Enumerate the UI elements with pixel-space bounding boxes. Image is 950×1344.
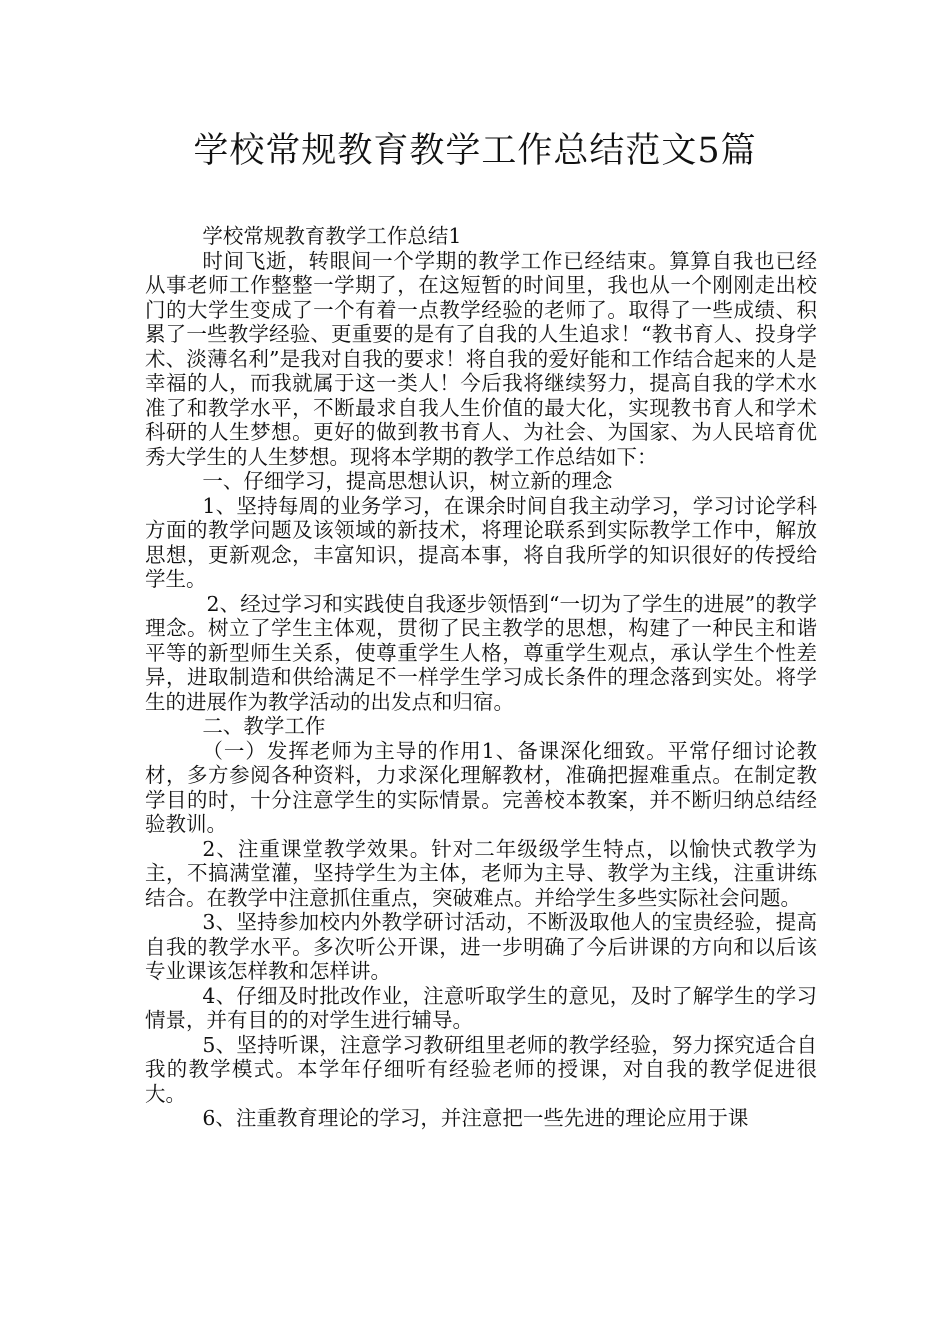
section-heading: 二、教学工作 (202, 714, 326, 738)
paragraph: 2、经过学习和实践使自我逐步领悟到“一切为了学生的进展”的教学理念。树立了学生主体观，贯彻了民主教学的思想，构建了一种民主和谐平等的新型师生关系，使尊重学生人格，尊重学生观点，承认学生个性差异，进取制造和供给满足不一样学生学习成长条件的理念落到实处。将学生的进展作为教学活动的出发点和归宿。 (145, 591, 817, 714)
paragraph: 2、注重课堂教学效果。针对二年级级学生特点，以愉快式教学为主，不搞满堂灌，坚持学生为主体，老师为主导、教学为主线，注重讲练结合。在教学中注意抓住重点，突破难点。并给学生多些实际社会问题。 (145, 836, 817, 910)
document-title: 学校常规教育教学工作总结范文5篇 (193, 131, 757, 171)
section-heading: 学校常规教育教学工作总结1 (202, 224, 462, 248)
paragraph: （一）发挥老师为主导的作用1、备课深化细致。平常仔细讨论教材，多方参阅各种资料，力求深化理解教材，准确把握难重点。在制定教学目的时，十分注意学生的实际情景。完善校本教案，并不断归纳总结经验教训。 (145, 738, 817, 836)
paragraph: 5、坚持听课，注意学习教研组里老师的教学经验，努力探究适合自我的教学模式。本学年仔细听有经验老师的授课，对自我的教学促进很大。 (145, 1032, 817, 1106)
paragraph: 4、仔细及时批改作业，注意听取学生的意见，及时了解学生的学习情景，并有目的的对学生进行辅导。 (145, 983, 817, 1032)
paragraph: 6、注重教育理论的学习，并注意把一些先进的理论应用于课 (202, 1106, 749, 1130)
paragraph: 3、坚持参加校内外教学研讨活动，不断汲取他人的宝贵经验，提高自我的教学水平。多次听公开课，进一步明确了今后讲课的方向和以后该专业课该怎样教和怎样讲。 (145, 910, 817, 983)
document-body (145, 224, 817, 1131)
paragraph: 1、坚持每周的业务学习，在课余时间自我主动学习，学习讨论学科方面的教学问题及该领域的新技术，将理论联系到实际教学工作中，解放思想，更新观念，丰富知识，提高本事，将自我所学的知识很好的传授给学生。 (145, 493, 817, 591)
paragraph: 时间飞逝，转眼间一个学期的教学工作已经结束。算算自我也已经从事老师工作整整一学期了，在这短暂的时间里，我也从一个刚刚走出校门的大学生变成了一个有着一点教学经验的老师了。取得了一些成绩、积累了一些教学经验、更重要的是有了自我的人生追求！“教书育人、投身学术、淡薄名利”是我对自我的要求！将自我的爱好能和工作结合起来的人是幸福的人，而我就属于这一类人！今后我将继续努力，提高自我的学术水准了和教学水平，不断最求自我人生价值的最大化，实现教书育人和学术科研的人生梦想。更好的做到教书育人、为社会、为国家、为人民培育优秀大学生的人生梦想。现将本学期的教学工作总结如下： (145, 248, 817, 469)
section-heading: 一、仔细学习，提高思想认识，树立新的理念 (202, 469, 613, 493)
